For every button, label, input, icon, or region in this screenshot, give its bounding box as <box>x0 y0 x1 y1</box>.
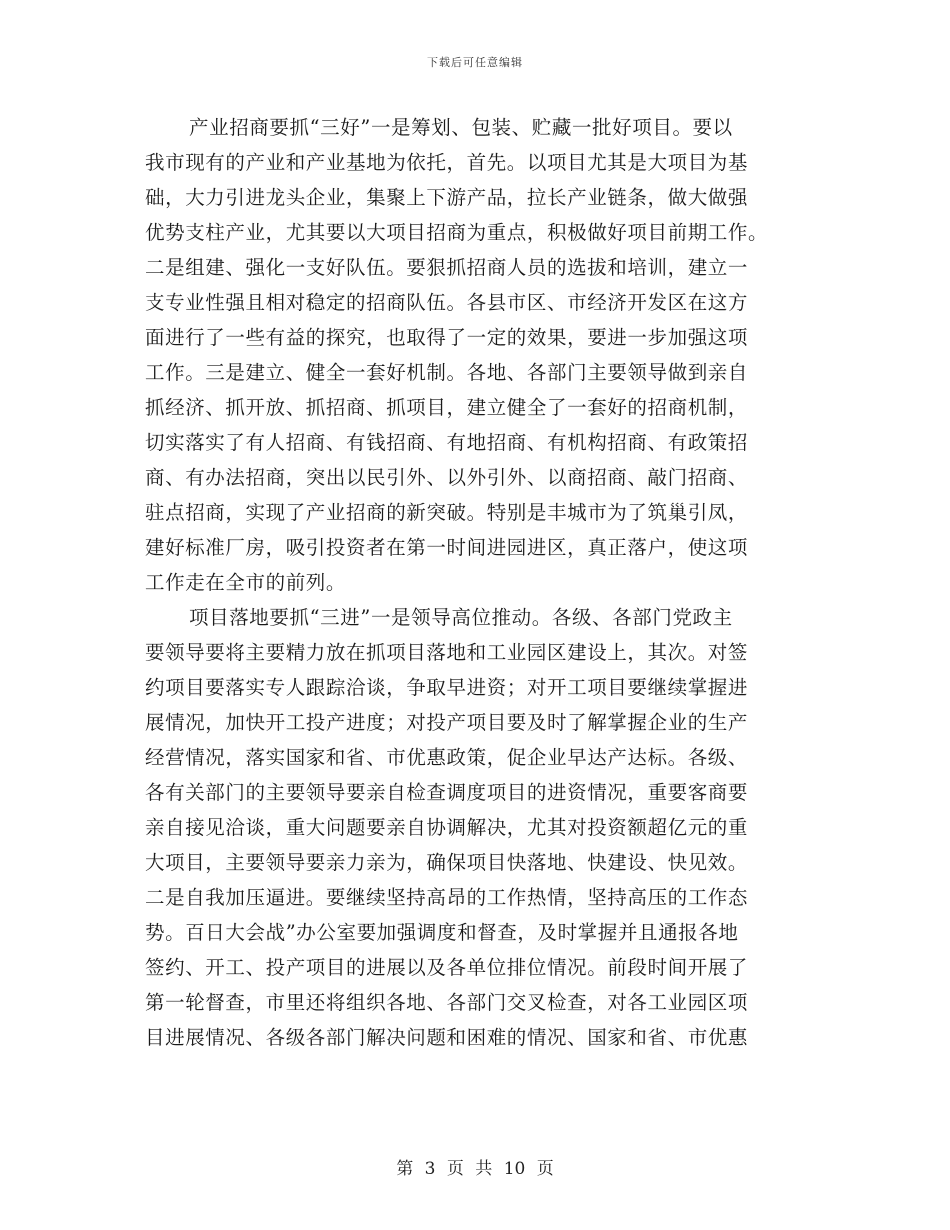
text-line: 二是自我加压逼进。要继续坚持高昂的工作热情，坚持高压的工作态 <box>145 886 749 909</box>
text-line: 要领导要将主要精力放在抓项目落地和工业园区建设上，其次。对签 <box>145 641 749 664</box>
text-line: 切实落实了有人招商、有钱招商、有地招商、有机构招商、有政策招 <box>145 431 749 454</box>
text-line: 抓经济、抓开放、抓招商、抓项目，建立健全了一套好的招商机制， <box>145 396 749 419</box>
text-line: 二是组建、强化一支好队伍。要狠抓招商人员的选拔和培训，建立一 <box>145 256 749 279</box>
document-body <box>145 110 797 1055</box>
paragraph-1 <box>145 110 797 600</box>
text-line: 础，大力引进龙头企业，集聚上下游产品，拉长产业链条，做大做强 <box>145 186 749 209</box>
text-line: 支专业性强且相对稳定的招商队伍。各县市区、市经济开发区在这方 <box>145 291 749 314</box>
text-line: 面进行了一些有益的探究，也取得了一定的效果，要进一步加强这项 <box>145 326 749 349</box>
text-line: 目进展情况、各级各部门解决问题和困难的情况、国家和省、市优惠 <box>145 1026 749 1049</box>
text-line: 工作。三是建立、健全一套好机制。各地、各部门主要领导做到亲自 <box>145 361 749 384</box>
text-line: 项目落地要抓“三进”一是领导高位推动。各级、各部门党政主 <box>189 606 733 629</box>
text-line: 工作走在全市的前列。 <box>145 571 347 594</box>
text-line: 第一轮督查，市里还将组织各地、各部门交叉检查，对各工业园区项 <box>145 991 749 1014</box>
text-line: 驻点招商，实现了产业招商的新突破。特别是丰城市为了筑巢引凤， <box>145 501 749 524</box>
text-line: 经营情况，落实国家和省、市优惠政策，促企业早达产达标。各级、 <box>145 746 749 769</box>
text-line: 大项目，主要领导要亲力亲为，确保项目快落地、快建设、快见效。 <box>145 851 749 874</box>
text-line: 建好标准厂房，吸引投资者在第一时间进园进区，真正落户，使这项 <box>145 536 749 559</box>
text-line: 势。百日大会战”办公室要加强调度和督查，及时掌握并且通报各地 <box>145 921 739 944</box>
text-line: 我市现有的产业和产业基地为依托，首先。以项目尤其是大项目为基 <box>145 151 749 174</box>
text-line: 约项目要落实专人跟踪洽谈，争取早进资；对开工项目要继续掌握进 <box>145 676 749 699</box>
text-line: 亲自接见洽谈，重大问题要亲自协调解决，尤其对投资额超亿元的重 <box>145 816 749 839</box>
text-line: 商、有办法招商，突出以民引外、以外引外、以商招商、敲门招商、 <box>145 466 749 489</box>
page-number-footer: 第 3 页 共 10 页 <box>396 1159 554 1179</box>
text-line: 各有关部门的主要领导要亲自检查调度项目的进资情况，重要客商要 <box>145 781 749 804</box>
text-line: 产业招商要抓“三好”一是筹划、包装、贮藏一批好项目。要以 <box>189 116 733 139</box>
text-line: 优势支柱产业，尤其要以大项目招商为重点，积极做好项目前期工作。 <box>145 221 769 244</box>
text-line: 展情况，加快开工投产进度；对投产项目要及时了解掌握企业的生产 <box>145 711 749 734</box>
page-header: 下载后可任意编辑 <box>427 56 523 69</box>
paragraph-2 <box>145 600 797 1055</box>
text-line: 签约、开工、投产项目的进展以及各单位排位情况。前段时间开展了 <box>145 956 749 979</box>
